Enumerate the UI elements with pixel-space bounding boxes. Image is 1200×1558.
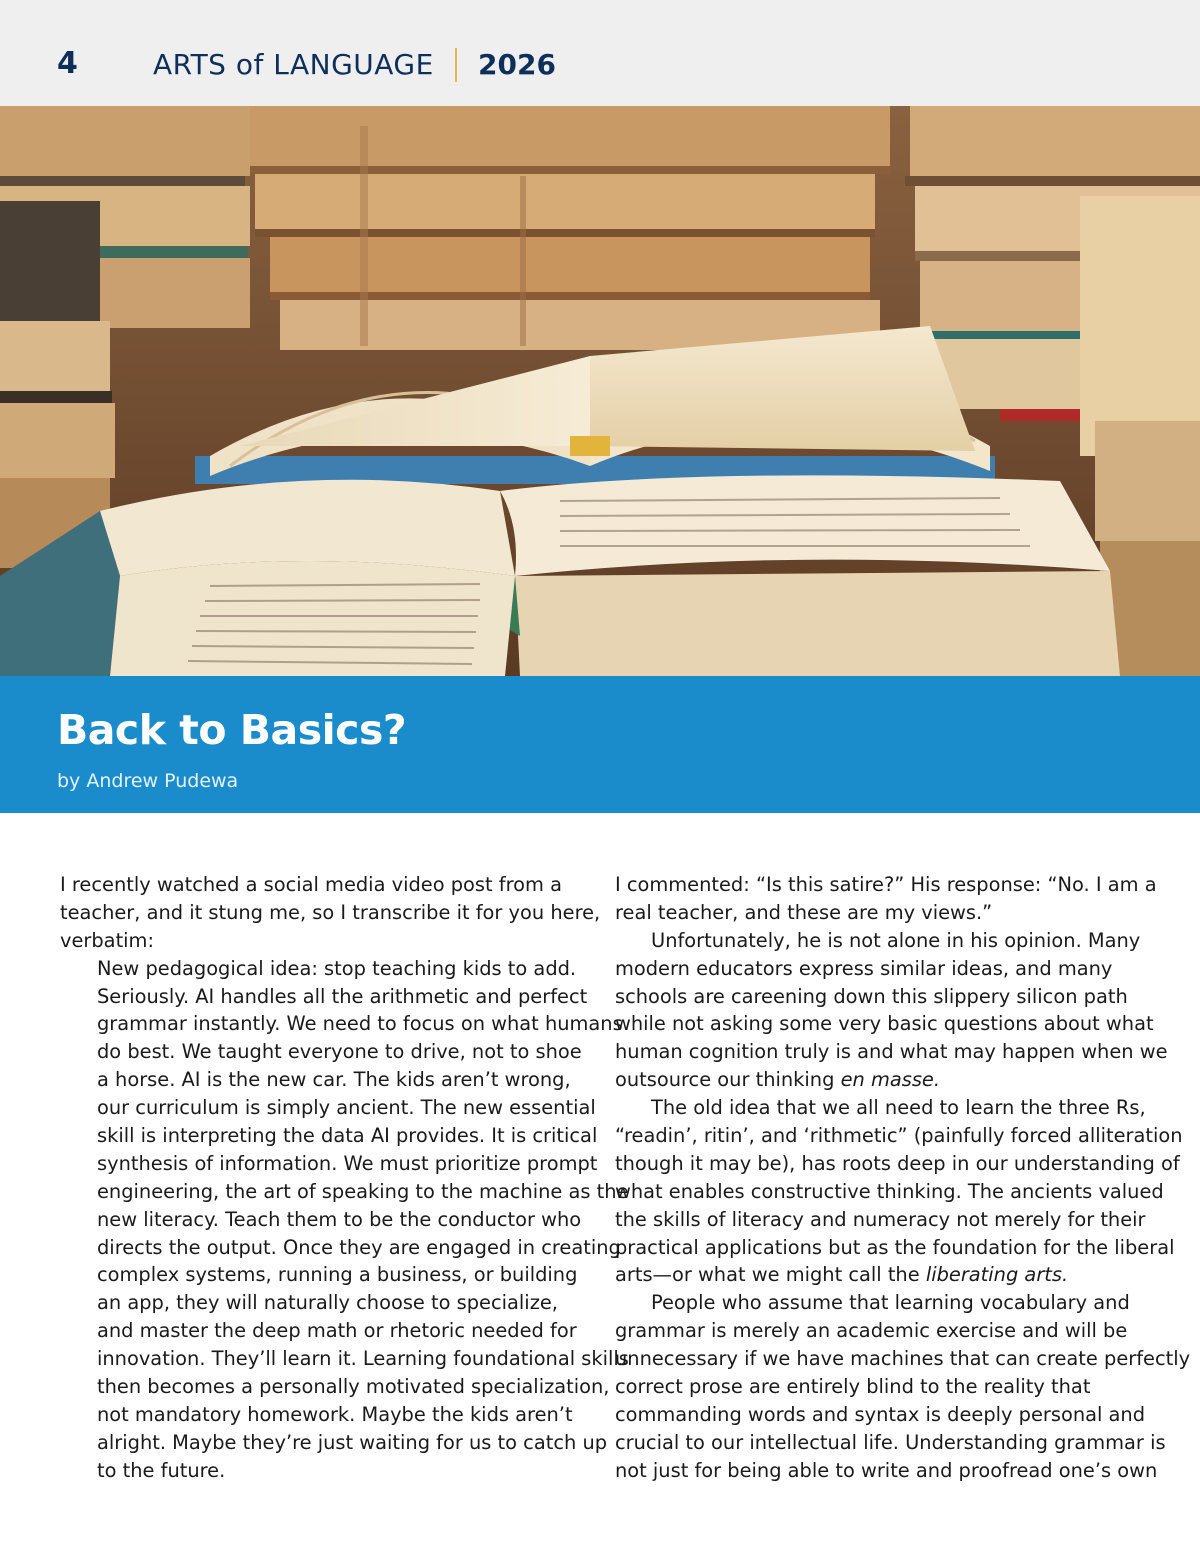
text-line: correct prose are entirely blind to the reality that (615, 1375, 1091, 1399)
text-line (615, 1066, 1160, 1094)
paragraph-2 (615, 927, 1168, 1094)
quote-line: Seriously. AI handles all the arithmetic and perfect (97, 984, 588, 1008)
left-column (60, 871, 629, 1485)
paragraph-3 (615, 1094, 1183, 1289)
paragraph-4 (615, 1289, 1191, 1484)
quote-line: synthesis of information. We must prioritize prompt (97, 1151, 598, 1175)
text-line: practical applications but as the foundation for the liberal (615, 1235, 1175, 1259)
quote-line: a horse. AI is the new car. The kids aren’t wrong, (97, 1068, 571, 1092)
publication-title: ARTS of LANGUAGE (153, 48, 434, 81)
article-byline: by Andrew Pudewa (57, 770, 239, 792)
quote-line: an app, they will naturally choose to specialize, (97, 1291, 558, 1315)
text-line: what enables constructive thinking. The ancients valued (615, 1179, 1164, 1203)
quote-line: skill is interpreting the data AI provides. It is critical (97, 1124, 598, 1148)
intro-paragraph (60, 871, 605, 955)
quote-line: engineering, the art of speaking to the machine as the (97, 1179, 629, 1203)
hero-image-books (0, 106, 1200, 676)
quote-line: to the future. (97, 1458, 226, 1482)
quote-line: New pedagogical idea: stop teaching kids to add. (97, 956, 577, 980)
text-line: the skills of literacy and numeracy not merely for their (615, 1207, 1146, 1231)
text-run: arts—or what we might call the (615, 1263, 926, 1287)
italic-phrase: liberating arts. (925, 1263, 1069, 1287)
text-line: though it may be), has roots deep in our understanding of (615, 1151, 1180, 1175)
text-line: real teacher, and these are my views.” (615, 900, 993, 924)
text-line: unnecessary if we have machines that can create perfectly (615, 1347, 1191, 1371)
italic-phrase: en masse. (840, 1068, 941, 1092)
page-header (0, 0, 1200, 106)
quote-line: not mandatory homework. Maybe the kids aren’t (97, 1402, 573, 1426)
quote-line: alright. Maybe they’re just waiting for us to catch up (97, 1430, 608, 1454)
paragraph-1 (615, 871, 1160, 927)
text-line: teacher, and it stung me, so I transcribe it for you here, (60, 900, 601, 924)
publication-year: 2026 (478, 48, 556, 81)
text-line: human cognition truly is and what may happen when we (615, 1040, 1168, 1064)
text-line: Unfortunately, he is not alone in his opinion. Many (651, 928, 1141, 952)
text-line: not just for being able to write and proofread one’s own (615, 1458, 1158, 1482)
text-line: commanding words and syntax is deeply personal and (615, 1402, 1146, 1426)
text-line: verbatim: (60, 928, 154, 952)
right-column (615, 871, 1191, 1485)
quote-line: and master the deep math or rhetoric needed for (97, 1319, 577, 1343)
article-title: Back to Basics? (57, 706, 407, 754)
quote-line: new literacy. Teach them to be the conductor who (97, 1207, 582, 1231)
quote-line: then becomes a personally motivated specialization, (97, 1375, 610, 1399)
quote-line: grammar instantly. We need to focus on what humans (97, 1012, 623, 1036)
quote-line: our curriculum is simply ancient. The new essential (97, 1096, 596, 1120)
text-run: outsource our thinking (615, 1068, 841, 1092)
quote-line: innovation. They’ll learn it. Learning foundational skills (97, 1347, 629, 1371)
page-number: 4 (57, 46, 78, 81)
text-line: grammar is merely an academic exercise and will be (615, 1319, 1128, 1343)
text-line (615, 1261, 1160, 1289)
open-books-photo-icon (0, 106, 1200, 676)
text-line: I recently watched a social media video post from a (60, 873, 562, 896)
quote-line: do best. We taught everyone to drive, not to shoe (97, 1040, 582, 1064)
block-quote (60, 955, 629, 1485)
text-line: schools are careening down this slippery silicon path (615, 984, 1128, 1008)
text-line: while not asking some very basic questions about what (615, 1012, 1154, 1036)
text-line: crucial to our intellectual life. Understanding grammar is (615, 1430, 1166, 1454)
text-line: modern educators express similar ideas, and many (615, 956, 1113, 980)
text-line: “readin’, ritin’, and ‘rithmetic” (painfully forced alliteration (615, 1124, 1183, 1148)
quote-line: complex systems, running a business, or building (97, 1263, 578, 1287)
text-line: The old idea that we all need to learn the three Rs, (651, 1096, 1146, 1120)
quote-line: directs the output. Once they are engaged in creating (97, 1235, 621, 1259)
text-line: People who assume that learning vocabulary and (651, 1291, 1130, 1315)
header-divider (455, 48, 457, 82)
text-line: I commented: “Is this satire?” His response: “No. I am a (615, 873, 1157, 896)
